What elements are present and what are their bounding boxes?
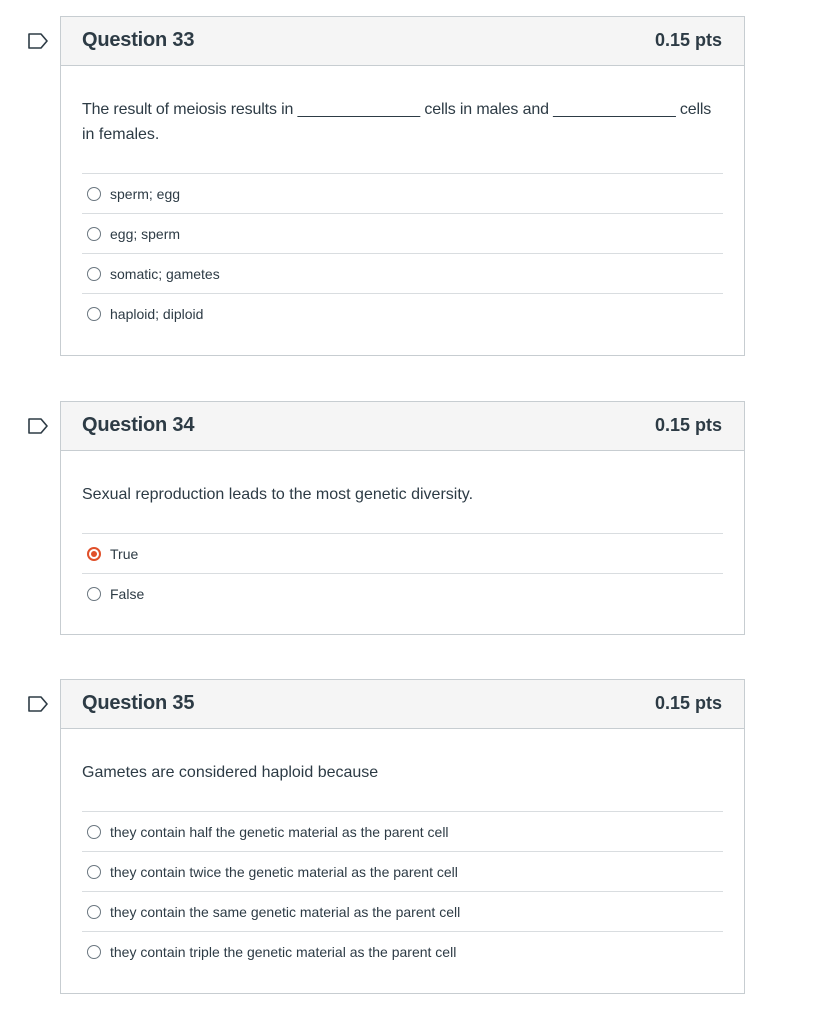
question-text [82, 729, 723, 811]
question-points: 0.15 pts [654, 30, 722, 50]
question-header [61, 402, 744, 451]
question-card [60, 401, 745, 635]
question-title: Question 33 [82, 29, 195, 51]
question-title: Question 35 [82, 692, 195, 714]
answer-list [82, 533, 723, 614]
question-text-line: in females. [82, 126, 160, 143]
radio-button-selected[interactable] [87, 547, 101, 561]
question-title: Question 34 [82, 414, 195, 436]
answer-label: they contain triple the genetic material as the parent cell [110, 944, 457, 960]
answer-option[interactable] [82, 534, 723, 574]
question-text [82, 451, 723, 533]
radio-button[interactable] [87, 587, 101, 601]
question-header [61, 17, 744, 66]
answer-option[interactable] [82, 812, 723, 852]
radio-button[interactable] [87, 187, 101, 201]
radio-button[interactable] [87, 825, 101, 839]
answer-option[interactable] [82, 254, 723, 294]
radio-button[interactable] [87, 945, 101, 959]
answer-label: they contain the same genetic material as the parent cell [110, 903, 461, 920]
answer-label: haploid; diploid [110, 306, 204, 322]
answer-label: they contain half the genetic material as the parent cell [110, 823, 449, 840]
answer-option[interactable] [82, 174, 723, 214]
answer-label: True [110, 545, 139, 562]
radio-button[interactable] [87, 227, 101, 241]
question-header [61, 680, 744, 729]
radio-button[interactable] [87, 267, 101, 281]
answer-label: somatic; gametes [110, 265, 220, 282]
question-text [82, 66, 723, 173]
question-points: 0.15 pts [654, 415, 722, 435]
answer-option[interactable] [82, 294, 723, 334]
radio-button[interactable] [87, 865, 101, 879]
answer-label: False [110, 586, 145, 602]
question-text-line: Gametes are considered haploid because [82, 764, 379, 781]
answer-label: egg; sperm [110, 225, 181, 242]
flag-question-icon[interactable] [28, 696, 48, 712]
question-text-line: Sexual reproduction leads to the most genetic diversity. [82, 486, 474, 503]
answer-label: sperm; egg [110, 185, 181, 202]
flag-question-icon[interactable] [28, 33, 48, 49]
answer-list [82, 173, 723, 334]
question-points: 0.15 pts [654, 693, 722, 713]
answer-option[interactable] [82, 574, 723, 614]
answer-option[interactable] [82, 852, 723, 892]
radio-button[interactable] [87, 905, 101, 919]
question-card [60, 16, 745, 356]
answer-list [82, 811, 723, 972]
answer-option[interactable] [82, 214, 723, 254]
question-text-line: The result of meiosis results in ______________ cells in males and ______________ cells [82, 101, 712, 118]
question-card [60, 679, 745, 994]
flag-question-icon[interactable] [28, 418, 48, 434]
answer-label: they contain twice the genetic material as the parent cell [110, 863, 458, 880]
answer-option[interactable] [82, 892, 723, 932]
answer-option[interactable] [82, 932, 723, 972]
radio-button[interactable] [87, 307, 101, 321]
